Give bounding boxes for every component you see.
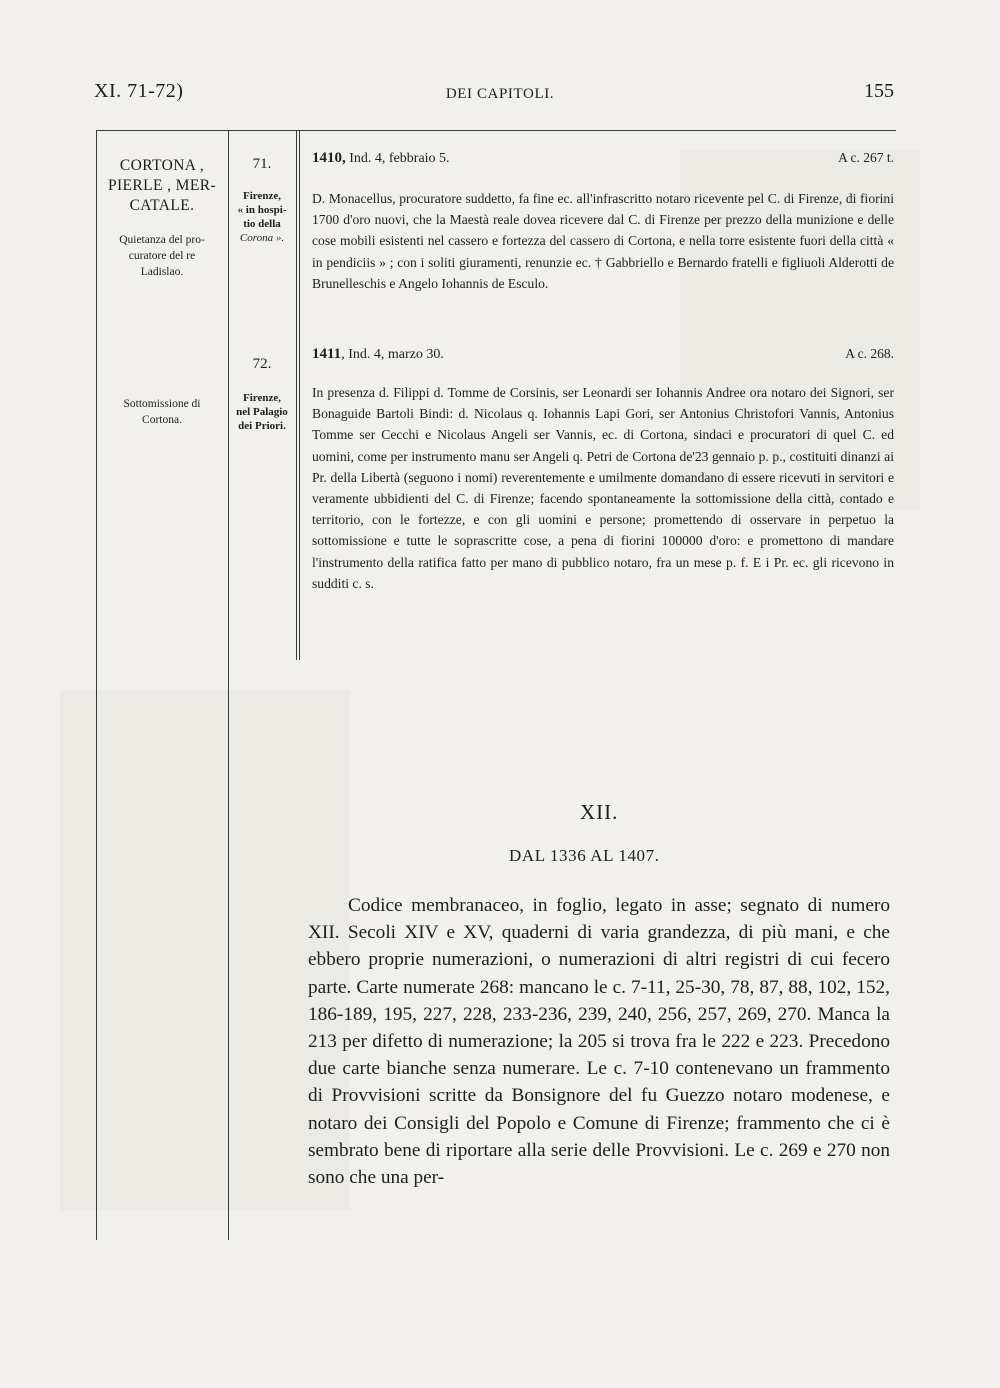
entry-text-cell: [312, 150, 894, 294]
place-title: CORTONA , PIERLE , MER- CATALE.: [107, 157, 217, 214]
entry-heading: [312, 346, 894, 366]
page-number: 155: [864, 80, 894, 102]
entry-place-cell: [98, 156, 226, 280]
entry-number-cell: [230, 356, 294, 433]
entry-year: 1411: [312, 346, 342, 362]
entry-place-cell: [98, 396, 226, 428]
table-top-rule: [96, 130, 896, 131]
entry-date: , Ind. 4, marzo 30.: [341, 347, 444, 362]
entry-year: 1410,: [312, 150, 346, 166]
entry-text-cell: [312, 346, 894, 594]
entry-date: Ind. 4, febbraio 5.: [345, 151, 450, 166]
running-head-left: XI. 71-72): [94, 80, 184, 102]
entry-reference: A c. 267 t.: [838, 150, 894, 165]
place-note: Sottomissione di Cortona.: [123, 398, 201, 426]
entry-number-cell: [230, 156, 294, 245]
entry-number: 72.: [252, 356, 272, 372]
section-subtitle: DAL 1336 AL 1407.: [509, 846, 660, 865]
section-body: [308, 892, 890, 1191]
section-title: XII.: [580, 800, 619, 824]
entry-location: Firenze, nel Palagio dei Priori.: [236, 392, 288, 432]
entry-number: 71.: [252, 156, 272, 172]
entry-body: D. Monacellus, procuratore suddetto, fa fine ec. all'infrascritto notaro ricevente pel C. di Firenze, di fiorini 1700 d'oro nuovi, che la Maestà reale dovea ricevere dal C. di Firenze per prezzo della munizione e delle cose mobili esistenti nel cassero e fortezza del cassero di Cortona, e nella torre esistente fuori della città « in pendiciis » ; con i soliti giuramenti, renunzie ec. † Gabbriello e Bernardo fratelli e figliuoli Alderotti de Brunelleschis e Angelo Iohannis de Esculo.: [312, 191, 894, 291]
table-column-divider: [96, 130, 97, 1240]
table-column-divider: [296, 130, 297, 660]
entry-reference: A c. 268.: [845, 346, 894, 361]
entry-heading: [312, 150, 894, 170]
bleed-through-shade: [60, 690, 350, 1210]
running-head-title: DEI CAPITOLI.: [445, 86, 555, 102]
table-column-divider: [228, 130, 229, 1240]
section-body-paragraph: Codice membranaceo, in foglio, legato in asse; segnato di numero XII. Secoli XIV e XV, quaderni di varia grandezza, di più mani, e che ebbero proprie numerazioni, o numerazioni di altri registri di cui fecero parte. Carte numerate 268: mancano le c. 7-11, 25-30, 78, 87, 88, 102, 152, 186-189, 195, 227, 228, 233-236, 239, 240, 256, 257, 269, 270. Manca la 213 per difetto di numerazione; la 205 si trova fra le 222 e 223. Precedono due carte bianche senza numerare. Le c. 7-10 contenevano un frammento di Provvisioni scritte da Bonsignore del fu Guezzo notaro modenese, e notaro dei Consigli del Popolo e Comune di Firenze; frammento che ci è sembrato bene di riportare alla serie delle Provvisioni. Le c. 269 e 270 non sono che una per-: [308, 895, 890, 1189]
entry-body: In presenza d. Filippi d. Tomme de Corsinis, ser Leonardi ser Iohannis Andree ora notaro dei Signori, ser Bonaguide Bartoli Bindi: d. Nicolaus q. Iohannis Lapi Gori, ser Antonius Christofori Vannis, Antonius Tomme ser Cecchi e Nicolaus Angeli ser Vannis, ec. di Cortona, sindaci e procuratori di quel C. ed uomini, come per instrumento manu ser Angeli q. Petri de Cortona de'23 gennaio p. p., costituiti dinanzi ai Pr. della Libertà (seguono i nomi) reverentemente e umilmente domandano di essere ricevuti in servitori e veramente ubbidienti del C. di Firenze; facendo spontaneamente la sottomissione della città, contado e territorio, con le fortezze, e con gli uomini e persone; promettendo di osservare in perpetuo la sottomissione e tutte le soprascritte cose, a pena di fiorini 100000 d'oro: e promettono di mandare l'instrumento della ratifica fatto per mano di pubblico notaro, fra un mese p. f. E i Pr. ec. gli ricevono in sudditi c. s.: [312, 385, 894, 591]
table-column-divider: [299, 130, 300, 660]
entry-location: Firenze, « in hospi- tio della Corona ».: [237, 190, 287, 244]
place-note: Quietanza del pro- curatore del re Ladislao.: [119, 234, 205, 278]
